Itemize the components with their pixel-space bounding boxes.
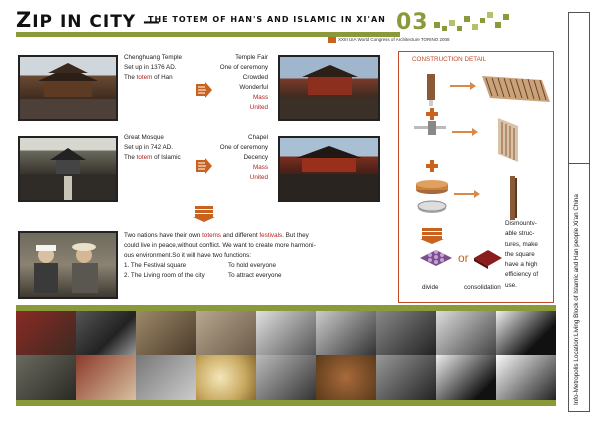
row2-right-united: United <box>249 174 268 181</box>
post-icon <box>510 176 515 220</box>
collage-photo <box>376 311 436 355</box>
row2-right-text <box>212 133 268 183</box>
row1-right-line4: Wonderful <box>239 84 268 91</box>
collage-photo <box>316 355 376 400</box>
orange-arrow-icon <box>196 82 212 98</box>
function-1 <box>124 261 316 271</box>
row1-left-line3 <box>124 73 182 83</box>
dismount-line5: have a high <box>505 261 538 269</box>
row1-left-line3-prefix: The <box>124 74 137 81</box>
page-subtitle: THE TOTEM OF HAN'S AND ISLAMIC IN XI'AN <box>148 15 386 24</box>
body-line1 <box>124 231 316 241</box>
collage-photo <box>136 311 196 355</box>
collage-photo <box>436 355 496 400</box>
body-line1-e: . But they <box>282 232 309 239</box>
row2-left-line3 <box>124 153 181 163</box>
row1-left-line1: Chenghuang Temple <box>124 54 182 61</box>
dismount-line2: able struc- <box>505 230 535 238</box>
or-label: or <box>458 251 469 265</box>
row1-totem-word: totem <box>136 74 153 81</box>
row2-left-line2: Set up in 742 AD. <box>124 144 174 151</box>
temple-fair-photo <box>278 55 380 121</box>
construction-detail-title: CONSTRUCTION DETAIL <box>412 56 487 63</box>
body-line3: ous environment.So it will have two functions: <box>124 252 252 259</box>
collage-photo <box>256 311 316 355</box>
tile-consolidation-icon <box>474 250 502 269</box>
collage-photo <box>376 355 436 400</box>
collage-photo <box>256 355 316 400</box>
pillar-icon <box>427 74 435 100</box>
collage-photo <box>76 355 136 400</box>
pillar-grid-icon <box>482 76 550 102</box>
collage-photo <box>196 355 256 400</box>
title-rest: IP IN CITY — <box>32 12 162 32</box>
temple-fair-crowd-icon <box>280 57 378 119</box>
two-elders-icon <box>20 233 116 297</box>
row1-right-line2: One of ceremony <box>219 64 268 71</box>
row2-right-line2: One of ceremony <box>219 144 268 151</box>
plus-icon <box>426 108 438 120</box>
collage-photo <box>16 355 76 400</box>
row2-left-line1: Great Mosque <box>124 134 164 141</box>
collage-photo <box>76 311 136 355</box>
collage-photo <box>436 311 496 355</box>
row1-right-text <box>212 53 268 113</box>
totems-word: totems <box>202 232 221 239</box>
function-2 <box>124 271 316 281</box>
number-label: 03 <box>396 10 429 35</box>
row1-left-text <box>124 53 182 83</box>
row2-totem-word: totem <box>136 154 153 161</box>
congress-label: XXIII UIA World Congress of Architecture TORINO 2008 <box>338 37 450 42</box>
number-block <box>338 10 546 42</box>
collage-photo <box>196 311 256 355</box>
body-line1-a: Two nations have their own <box>124 232 203 239</box>
sidebar-location-text: Info-Metropolis Location:Living Block of Islamic and Han people Xi'an China <box>573 194 580 405</box>
page-title <box>16 8 161 32</box>
dismount-line6: efficiency of <box>505 271 539 279</box>
title-initial: Z <box>16 8 33 32</box>
row1-right-line3: Crowded <box>242 74 268 81</box>
row2-right-mass: Mass <box>252 164 268 171</box>
body-line1-c: and different <box>220 232 260 239</box>
row1-right-line1: Temple Fair <box>235 54 268 61</box>
collage-photo <box>316 311 376 355</box>
dismount-line4: the square <box>505 250 535 258</box>
tile-divide-icon <box>420 250 452 266</box>
row2-right-line3: Decency <box>243 154 268 161</box>
function-1-name: 1. The Festival square <box>124 262 187 269</box>
pixel-pattern-icon <box>434 12 544 36</box>
divide-label: divide <box>422 284 439 291</box>
chapel-crowd-icon <box>280 138 378 200</box>
row2-left-line3-tail: of Islamic <box>152 154 181 161</box>
sidebar-divider <box>569 163 589 164</box>
collage-photo <box>496 355 556 400</box>
row2-left-text <box>124 133 181 163</box>
festivals-word: festivals <box>259 232 283 239</box>
row2-right-line1: Chapel <box>248 134 268 141</box>
collage-photo <box>136 355 196 400</box>
consolidation-label: consolidation <box>464 284 501 291</box>
row1-left-line3-tail: of Han <box>152 74 173 81</box>
dismountable-text <box>505 219 538 291</box>
folding-panel-icon <box>498 118 518 162</box>
dismount-line1: Dismountv- <box>505 220 537 227</box>
mosque-icon <box>20 138 116 200</box>
stacked-arrow-icon <box>420 228 444 244</box>
collage-photo <box>496 311 556 355</box>
function-2-name: 2. The Living room of the city <box>124 272 205 279</box>
dismount-line7: use. <box>505 281 517 289</box>
elders-photo <box>18 231 118 299</box>
chenghuang-temple-photo <box>18 55 118 121</box>
stacked-arrow-icon <box>193 206 215 222</box>
mosque-chapel-photo <box>278 136 380 202</box>
collage-bottom-band <box>16 400 556 406</box>
disc-stack-icon <box>416 180 448 213</box>
function-2-desc: To attract everyone <box>228 272 282 279</box>
great-mosque-photo <box>18 136 118 202</box>
collage-photo <box>16 311 76 355</box>
body-line2: could live in peace,without conflict. We want to create more harmoni- <box>124 242 316 249</box>
orange-arrow-icon <box>196 158 212 174</box>
sidebar-panel <box>568 12 590 412</box>
temple-icon <box>20 57 116 119</box>
body-text <box>124 231 316 281</box>
plus-icon <box>426 160 438 172</box>
uia-logo-icon <box>328 37 336 43</box>
dismount-line3: tures, make <box>505 240 538 248</box>
row2-left-line3-prefix: The <box>124 154 137 161</box>
function-1-desc: To hold everyone <box>228 262 276 269</box>
row1-left-line2: Set up in 1376 AD. <box>124 64 177 71</box>
photo-collage <box>16 311 556 400</box>
row1-right-united: United <box>249 104 268 111</box>
row1-right-mass: Mass <box>252 94 268 101</box>
